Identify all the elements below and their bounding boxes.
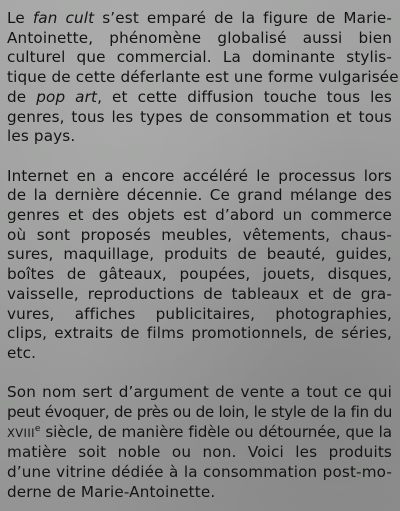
text-line: genres, tous les types de consommation et tous — [7, 107, 392, 126]
paragraph-nom — [7, 383, 392, 502]
text-line: de pop art, et cette diffusion touche tous les — [7, 87, 392, 106]
text-line: derne de Marie-Antoinette. — [7, 482, 216, 501]
text-line: les pays. — [7, 127, 76, 146]
ordinal-superscript: e — [34, 423, 41, 434]
text-line: sures, maquillage, produits de beauté, guides, — [7, 245, 392, 264]
text-line: XVIIIe siècle, de manière fidèle ou détournée, que la — [7, 422, 392, 441]
italic-term-fan-cult: fan cult — [32, 9, 95, 27]
text-line: vaisselle, reproductions de tableaux et de gra- — [7, 284, 392, 303]
text-line: clips, extraits de films promotionnels, de séries, — [7, 324, 392, 343]
text-line: boîtes de gâteaux, poupées, jouets, disques, — [7, 265, 392, 284]
text-line: d’une vitrine dédiée à la consommation post-mo- — [7, 463, 392, 482]
text-line: Antoinette, phénomène globalisé aussi bien — [7, 28, 392, 47]
text-line: tique de cette déferlante est une forme vulgarisée — [7, 68, 399, 87]
paragraph-internet — [7, 167, 392, 364]
text-line: etc. — [7, 343, 37, 362]
paragraph-fan-cult — [7, 9, 399, 147]
text-line: Le fan cult s’est emparé de la figure de Marie- — [7, 9, 392, 27]
italic-term-pop-art: pop art — [36, 87, 98, 106]
text-line: où sont proposés meubles, vêtements, chaus- — [7, 225, 392, 244]
text-line: de la dernière décennie. Ce grand mélange des — [7, 186, 392, 205]
text-line: Internet en a encore accéléré le processus lors — [7, 166, 392, 185]
text-line: peut évoquer, de près ou de loin, le style de la fin du — [7, 403, 392, 422]
text-line: vures, affiches publicitaires, photographies, — [7, 304, 392, 323]
text-line: culturel que commercial. La dominante stylis- — [7, 48, 392, 67]
roman-numeral-century: XVIII — [7, 425, 35, 440]
text-line: Son nom sert d’argument de vente a tout ce qui — [7, 383, 392, 402]
text-line: matière soit noble ou non. Voici les produits — [7, 443, 392, 462]
text-line: genres et des objets est d’abord un commerce — [7, 206, 392, 225]
